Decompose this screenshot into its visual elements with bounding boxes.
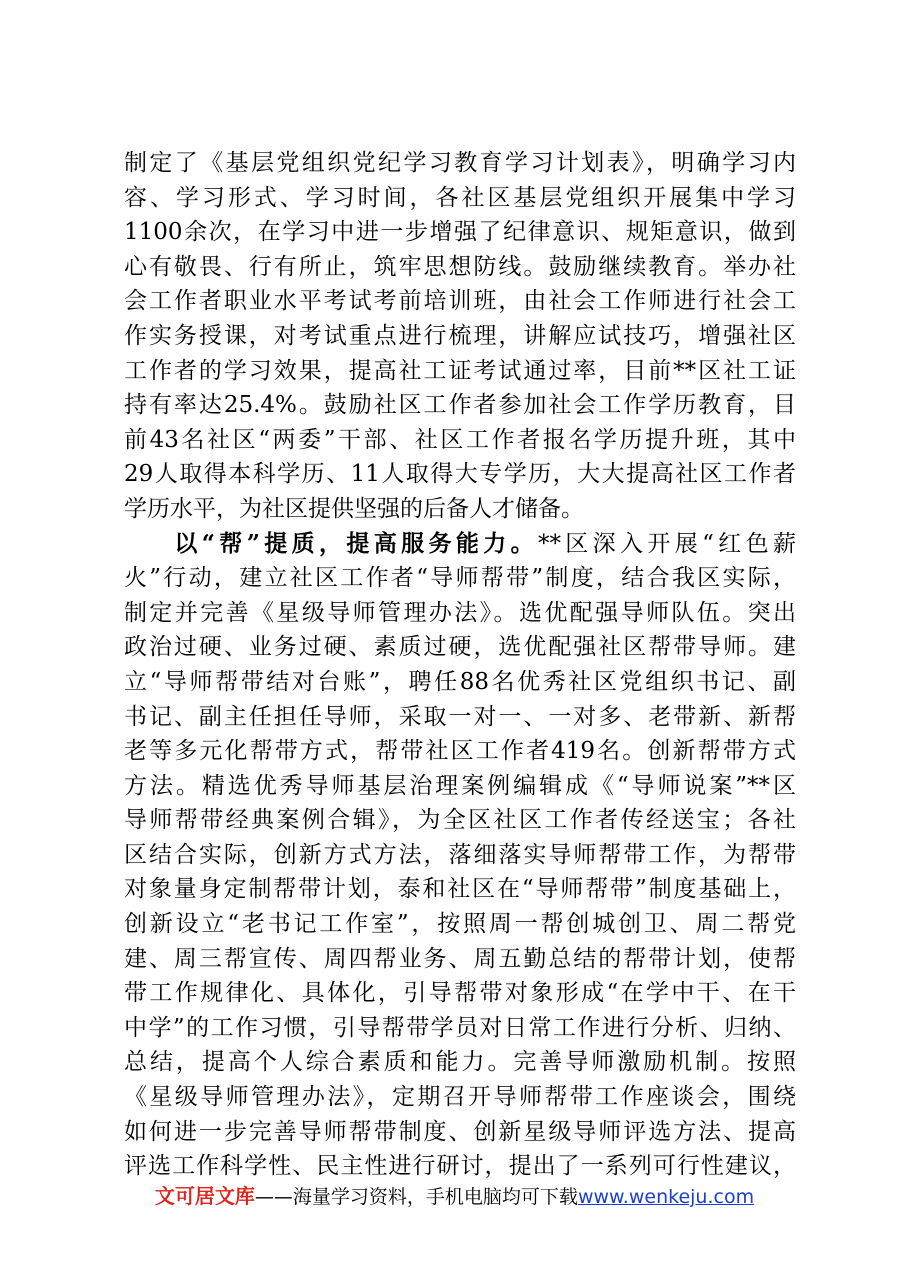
text-line: 学历水平，为社区提供坚强的后备人才储备。 xyxy=(124,495,584,522)
text-line: 心有敬畏、行有所止，筑牢思想防线。鼓励继续教育。举办社 xyxy=(124,253,796,280)
footer-banner xyxy=(0,1181,909,1212)
text-line: 会工作者职业水平考试考前培训班，由社会工作师进行社会工 xyxy=(124,288,796,315)
paragraph-2-first-line-rest: **区深入开展“红色薪 xyxy=(537,530,796,557)
text-line: 带工作规律化、具体化，引导帮带对象形成“在学中干、在干 xyxy=(124,980,796,1007)
text-line: 火”行动，建立社区工作者“导师帮带”制度，结合我区实际， xyxy=(124,565,796,592)
body-text xyxy=(124,146,796,1184)
text-line: 1100余次，在学习中进一步增强了纪律意识、规矩意识，做到 xyxy=(124,219,796,246)
paragraph-1 xyxy=(124,146,796,527)
text-line: 前43名社区“两委”干部、社区工作者报名学历提升班，其中 xyxy=(124,426,796,453)
text-line: 制定了《基层党组织党纪学习教育学习计划表》，明确学习内 xyxy=(124,150,796,176)
text-line: 持有率达25.4%。鼓励社区工作者参加社会工作学历教育，目 xyxy=(124,392,796,419)
text-line: 工作者的学习效果，提高社工证考试通过率，目前**区社工证 xyxy=(124,357,796,384)
text-line: 区结合实际，创新方式方法，落细落实导师帮带工作，为帮带 xyxy=(124,841,796,868)
text-line: 方法。精选优秀导师基层治理案例编辑成《“导师说案”**区 xyxy=(124,772,796,799)
paragraph-2-heading: 以“帮”提质，提高服务能力。 xyxy=(170,529,538,557)
paragraph-2 xyxy=(124,527,796,1184)
text-line: 导师帮带经典案例合辑》，为全区社区工作者传经送宝；各社 xyxy=(124,807,796,834)
text-line: 总结，提高个人综合素质和能力。完善导师激励机制。按照 xyxy=(124,1049,796,1076)
text-line: 立“导师帮带结对台账”，聘任88名优秀社区党组织书记、副 xyxy=(124,668,796,695)
footer-tagline: ——海量学习资料，手机电脑均可下载 xyxy=(254,1186,578,1208)
text-line: 书记、副主任担任导师，采取一对一、一对多、老带新、新帮 xyxy=(124,703,796,730)
text-line: 政治过硬、业务过硬、素质过硬，选优配强社区帮带导师。建 xyxy=(124,634,796,661)
text-line: 评选工作科学性、民主性进行研讨，提出了一系列可行性建议， xyxy=(124,1153,796,1180)
text-line: 《星级导师管理办法》，定期召开导师帮带工作座谈会，围绕 xyxy=(124,1084,796,1111)
text-line: 中学”的工作习惯，引导帮带学员对日常工作进行分析、归纳、 xyxy=(124,1014,796,1041)
paragraph-2-first-line xyxy=(124,527,796,562)
text-line: 容、学习形式、学习时间，各社区基层党组织开展集中学习 xyxy=(124,184,796,211)
text-line: 老等多元化帮带方式，帮带社区工作者419名。创新帮带方式 xyxy=(124,738,796,765)
text-line: 创新设立“老书记工作室”，按照周一帮创城创卫、周二帮党 xyxy=(124,911,796,938)
text-line: 建、周三帮宣传、周四帮业务、周五勤总结的帮带计划，使帮 xyxy=(124,945,796,972)
text-line: 29人取得本科学历、11人取得大专学历，大大提高社区工作者 xyxy=(124,461,796,488)
text-line: 制定并完善《星级导师管理办法》。选优配强导师队伍。突出 xyxy=(124,599,796,626)
footer-brand: 文可居文库 xyxy=(154,1184,255,1208)
text-line: 对象量身定制帮带计划，泰和社区在“导师帮带”制度基础上， xyxy=(124,876,796,903)
text-line: 如何进一步完善导师帮带制度、创新星级导师评选方法、提高 xyxy=(124,1118,796,1145)
footer-url-link[interactable]: www.wenkeju.com xyxy=(577,1186,755,1208)
text-line: 作实务授课，对考试重点进行梳理，讲解应试技巧，增强社区 xyxy=(124,322,796,349)
